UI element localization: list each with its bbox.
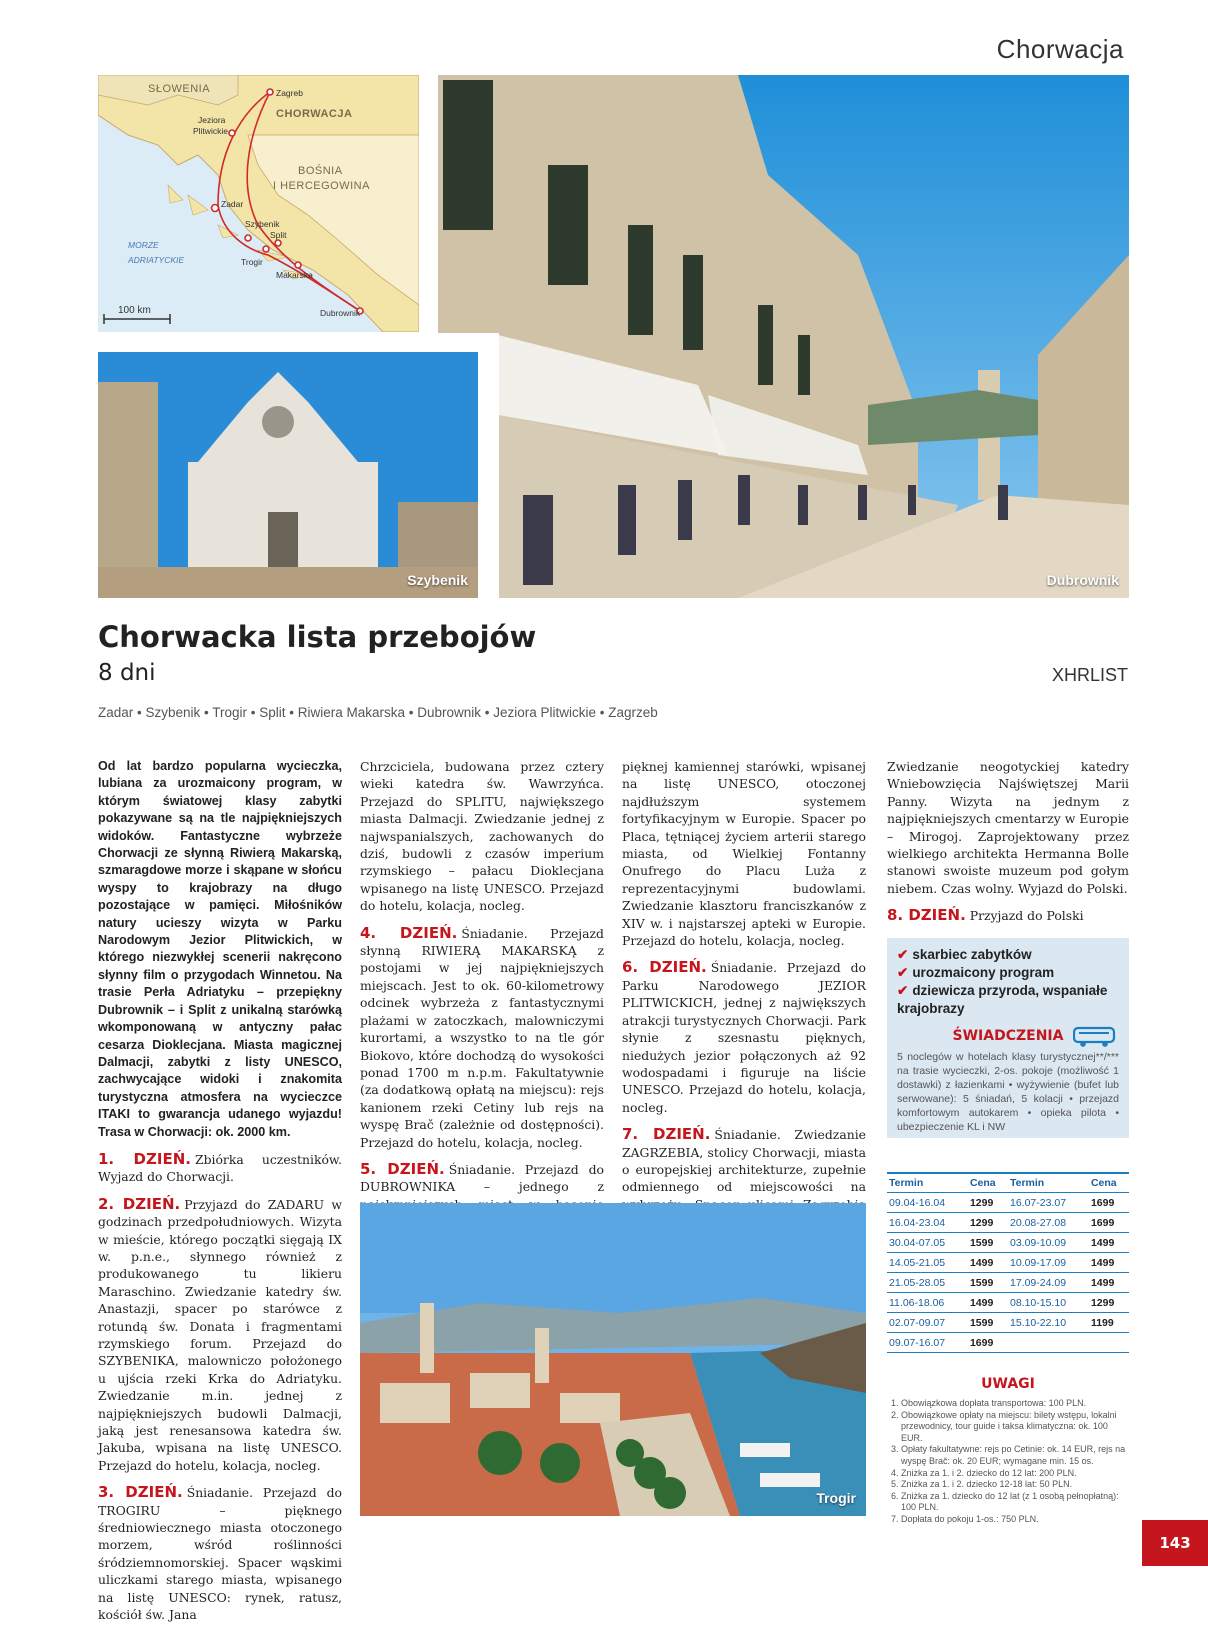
header-termin: Termin: [1008, 1173, 1089, 1193]
photo-trogir-graphic: [360, 1203, 866, 1516]
day-6-label: 6. DZIEŃ.: [622, 958, 707, 977]
day-4-label: 4. DZIEŃ.: [360, 923, 458, 942]
table-row: [887, 1213, 1129, 1233]
map-city-makarska: Makarska: [276, 270, 313, 280]
header-cena: Cena: [968, 1173, 1008, 1193]
day-8-text: Przyjazd do Polski: [969, 908, 1084, 924]
photo-caption-trogir: Trogir: [816, 1490, 856, 1506]
country-heading: Chorwacja: [996, 34, 1124, 64]
table-row: [887, 1293, 1129, 1313]
date-cell: 09.04-16.04: [887, 1193, 968, 1213]
map-city-jeziora-2: Plitwickie: [193, 126, 228, 136]
notes-title: UWAGI: [981, 1376, 1035, 1392]
feature-text: skarbiec zabytków: [912, 947, 1032, 962]
notes-list: [887, 1398, 1129, 1526]
day-5-text-b: pięknej kamiennej starówki, wpisanej na listę UNESCO, otoczonej najdłuższym systemem fortyfikacyjnym w Europie. Spacer po Placa, tętniącej życiem arterii starego miasta, od Wielkiej Fontanny Onufrego do Placu Luża z reprezentacyjnymi budowlami. Zwiedzanie klasztoru franciszkanów z XIV w. i najstarszej apteki w Europie. Przejazd do hotelu, kolacja, nocleg.: [622, 759, 866, 949]
day-7-text-b: Zwiedzanie neogotyckiej katedry Wniebowzięcia Najświętszej Marii Panny. Wizyta na jednym z najpiękniejszych cmentarzy w Europie – Mirogoj. Zaprojektowany przez wielkiego architekta Hermanna Bolle stanowi swoiste muzeum pod gołym niebem. Czas wolny. Wyjazd do Polski.: [887, 759, 1129, 896]
day-7-label: 7. DZIEŃ.: [622, 1125, 711, 1144]
feature-item: [897, 964, 1119, 982]
map-scale-label: 100 km: [118, 305, 151, 316]
feature-item: [897, 946, 1119, 964]
day-6-text: Śniadanie. Przejazd do Parku Narodowego JEZIOR PLITWICKICH, jednej z największych atrakcji turystycznych Chorwacji. Park słynie z szesnastu pięknych, niedużych jezior połączonych aż 92 wodospadami i figuruje na liście UNESCO. Przejazd do hotelu, kolacja, nocleg.: [622, 960, 866, 1115]
date-cell: [1008, 1333, 1089, 1353]
bus-icon: [1073, 1026, 1117, 1048]
text-column-2: [360, 758, 604, 1273]
map-city-dubrovnik: Dubrownik: [320, 308, 361, 318]
day-3-label: 3. DZIEŃ.: [98, 1483, 183, 1502]
note-item: 7. Dopłata do pokoju 1-os.: 750 PLN.: [901, 1514, 1129, 1526]
day-2-text: Przyjazd do ZADARU w godzinach przedpołudniowych. Wizyta w mieście, którego początki sięgają IX w. p.n.e., słynnego również z produkowanego tu likieru Maraschino. Zwiedzanie katedry św. Anastazji, spacer po starówce z rotundą św. Donata i fragmentami rzymskiego forum. Przejazd do SZYBENIKA, malowniczo położonego u ujścia rzeki Krka do Adriatyku. Zwiedzanie m.in. jednej z najpiękniejszych budowli Dalmacji, jaką jest renesansowa katedra św. Jakuba, wpisana na listę UNESCO. Przejazd do hotelu, kolacja, nocleg.: [98, 1196, 342, 1473]
text-column-4: [887, 758, 1129, 933]
checkmark-icon: ✔: [897, 983, 909, 998]
day-8-label: 8. DZIEŃ.: [887, 906, 966, 925]
day-4-text: Śniadanie. Przejazd słynną RIWIERĄ MAKARSKĄ z postojami w jej najpiękniejszych miejscach. Jest to ok. 60-kilometrowy odcinek wybrzeża z fantastycznymi plażami w zatoczkach, malowniczymi kurortami, a wszystko to na tle gór Biokovo, które dochodzą do wysokości ponad 1700 m n.p.m. Fakultatywnie (za dodatkową opłatą na miejscu): rejs kanionem rzeki Cetiny lub rejs na wyspę Brač (zależnie od dostępności). Przejazd do hotelu, kolacja, nocleg.: [360, 925, 604, 1150]
trip-duration: 8 dni: [98, 660, 156, 686]
feature-item: [897, 982, 1119, 1018]
day-3-text-b: Chrzciciela, budowana przez cztery wieki katedra św. Wawrzyńca. Przejazd do SPLITU, największego miasta Dalmacji. Zwiedzanie jednej z najwspanialszych, zachowanych do dziś, budowli z czasów imperium rzymskiego – pałacu Dioklecjana wpisanego na listę UNESCO. Przejazd do hotelu, kolacja, nocleg.: [360, 759, 604, 914]
date-cell: 08.10-15.10: [1008, 1293, 1089, 1313]
price-cell: 1299: [968, 1193, 1008, 1213]
page-number: 143: [1142, 1520, 1208, 1566]
route-map: [98, 75, 419, 332]
date-cell: 03.09-10.09: [1008, 1233, 1089, 1253]
photo-trogir: [360, 1203, 866, 1516]
day-7-text-a: Śniadanie. Zwiedzanie ZAGRZEBIA, stolicy Chorwacji, miasta o europejskiej architekturze, zupełnie odmiennego od miejscowości na: [622, 1127, 866, 1195]
day-5-label: 5. DZIEŃ.: [360, 1159, 445, 1178]
map-label-sea-1: MORZE: [128, 240, 159, 250]
price-cell: [1089, 1333, 1129, 1353]
map-city-split: Split: [270, 230, 287, 240]
photo-szybenik: [98, 352, 478, 598]
day-1-label: 1. DZIEŃ.: [98, 1149, 191, 1168]
photo-dubrovnik-graphic: [438, 75, 1129, 598]
date-cell: 16.04-23.04: [887, 1213, 968, 1233]
header-termin: Termin: [887, 1173, 968, 1193]
price-cell: 1699: [1089, 1193, 1129, 1213]
price-cell: 1599: [968, 1273, 1008, 1293]
price-cell: 1599: [968, 1313, 1008, 1333]
trip-title: Chorwacka lista przebojów: [98, 620, 537, 654]
map-label-bosnia-2: I HERCEGOWINA: [273, 180, 370, 192]
text-column-1: [98, 758, 342, 1632]
date-cell: 21.05-28.05: [887, 1273, 968, 1293]
note-item: 3. Opłaty fakultatywne: rejs po Cetinie: ok. 14 EUR, rejs na wyspę Brač: ok. 20 EUR; wymagane min. 15 os.: [901, 1444, 1129, 1467]
table-row: [887, 1333, 1129, 1353]
date-cell: 30.04-07.05: [887, 1233, 968, 1253]
date-cell: 02.07-09.07: [887, 1313, 968, 1333]
checkmark-icon: ✔: [897, 965, 909, 980]
map-city-zagreb: Zagreb: [276, 88, 303, 98]
price-cell: 1499: [1089, 1233, 1129, 1253]
day-3-text-a: Śniadanie. Przejazd do TROGIRU – pięknego średniowiecznego miasta otoczonego morzem, wśród roślinności śródziemnomorskiej. Spacer wąskimi uliczkami starego miasta, wpisanego na listę UNESCO: rynek, ratusz, kościół św. Jana: [98, 1485, 342, 1623]
map-city-trogir: Trogir: [241, 257, 263, 267]
trip-route: Zadar • Szybenik • Trogir • Split • Riwiera Makarska • Dubrownik • Jeziora Plitwickie • Zagrzeb: [98, 705, 658, 720]
map-label-bosnia-1: BOŚNIA: [298, 165, 343, 177]
note-item: 1. Obowiązkowa dopłata transportowa: 100 PLN.: [901, 1398, 1129, 1410]
map-city-szybenik: Szybenik: [245, 219, 280, 229]
price-cell: 1499: [1089, 1253, 1129, 1273]
price-cell: 1499: [968, 1293, 1008, 1313]
photo-caption-szybenik: Szybenik: [407, 572, 468, 588]
map-label-sea-2: ADRIATYCKIE: [128, 255, 185, 265]
price-table: [887, 1172, 1129, 1353]
price-cell: 1499: [1089, 1273, 1129, 1293]
feature-text: urozmaicony program: [912, 965, 1055, 980]
text-column-3: [622, 758, 866, 1273]
feature-text: dziewicza przyroda, wspaniałe krajobrazy: [897, 983, 1108, 1016]
price-cell: 1699: [1089, 1213, 1129, 1233]
trip-code: XHRLIST: [1051, 665, 1128, 685]
price-cell: 1299: [968, 1213, 1008, 1233]
day-2-label: 2. DZIEŃ.: [98, 1194, 181, 1213]
date-cell: 17.09-24.09: [1008, 1273, 1089, 1293]
table-row: [887, 1193, 1129, 1213]
table-row: [887, 1273, 1129, 1293]
photo-dubrovnik: [438, 75, 1129, 598]
price-cell: 1299: [1089, 1293, 1129, 1313]
date-cell: 20.08-27.08: [1008, 1213, 1089, 1233]
note-item: 2. Obowiązkowe opłaty na miejscu: bilety wstępu, lokalni przewodnicy, tour guide i taksa klimatyczna: ok. 100 EUR.: [901, 1410, 1129, 1445]
note-item: 5. Zniżka za 1. i 2. dziecko 12-18 lat: 50 PLN.: [901, 1479, 1129, 1491]
table-row: [887, 1233, 1129, 1253]
photo-caption-dubrovnik: Dubrownik: [1046, 572, 1119, 588]
features-box: [887, 938, 1129, 1138]
price-cell: 1199: [1089, 1313, 1129, 1333]
photo-szybenik-graphic: [98, 352, 478, 598]
intro-text: Od lat bardzo popularna wycieczka, lubiana za urozmaicony program, w którym światowej klasy zabytki pokazywane są na tle najpiękniejszych widoków. Fantastyczne wybrzeże Chorwacji ze słynną Riwierą Makarską, szmaragdowe morze i skąpane w słońcu wyspy to krajobrazy na długo pozostające w pamięci. Miłośników natury ucieszy wizyta w Parku Narodowym Jezior Plitwickich, w którego niezwykłej scenerii nakręcono słynny film o przygodach Winnetou. Na trasie Perła Adriatyku – przepiękny Dubrownik – i Split z unikalną starówką wkomponowaną w antyczny pałac cesarza Dioklecjana. Miasta magicznej Dalmacji, zabytki z listy UNESCO, zachwycające widoki i znakomita turystyczna atmosfera na wycieczce ITAKI to gwarancja udanego wyjazdu! Trasa w Chorwacji: ok. 2000 km.: [98, 759, 342, 1139]
map-label-croatia: CHORWACJA: [276, 108, 353, 120]
day-5-text-a: Śniadanie. Przejazd do DUBROWNIKA – jednego z: [360, 1161, 604, 1195]
price-table-header: [887, 1173, 1129, 1193]
map-city-jeziora-1: Jeziora: [198, 115, 226, 125]
table-row: [887, 1313, 1129, 1333]
services-text: 5 noclegów w hotelach klasy turystycznej**/*** na trasie wycieczki, 2-os. pokoje (możliwość 1 dostawki) z łazienkami • wyżywienie (bufet lub serwowane): 5 śniadań, 5 kolacji • przejazd komfortowym autokarem • opieka pilota • ubezpieczenie KL i NW: [897, 1051, 1119, 1133]
services-title: ŚWIADCZENIA: [952, 1028, 1064, 1044]
map-graphic: [98, 75, 419, 332]
date-cell: 09.07-16.07: [887, 1333, 968, 1353]
date-cell: 14.05-21.05: [887, 1253, 968, 1273]
note-item: 4. Zniżka za 1. i 2. dziecko do 12 lat: 200 PLN.: [901, 1468, 1129, 1480]
price-cell: 1599: [968, 1233, 1008, 1253]
map-label-slovenia: SŁOWENIA: [148, 83, 211, 95]
date-cell: 16.07-23.07: [1008, 1193, 1089, 1213]
table-row: [887, 1253, 1129, 1273]
note-item: 6. Zniżka za 1. dziecko do 12 lat (z 1 osobą pełnopłatną): 100 PLN.: [901, 1491, 1129, 1514]
day-1-text: Zbiórka uczestników. Wyjazd do Chorwacji.: [98, 1151, 342, 1185]
header-cena: Cena: [1089, 1173, 1129, 1193]
checkmark-icon: ✔: [897, 947, 909, 962]
date-cell: 11.06-18.06: [887, 1293, 968, 1313]
price-cell: 1499: [968, 1253, 1008, 1273]
map-city-zadar: Zadar: [221, 199, 244, 209]
date-cell: 10.09-17.09: [1008, 1253, 1089, 1273]
date-cell: 15.10-22.10: [1008, 1313, 1089, 1333]
price-cell: 1699: [968, 1333, 1008, 1353]
